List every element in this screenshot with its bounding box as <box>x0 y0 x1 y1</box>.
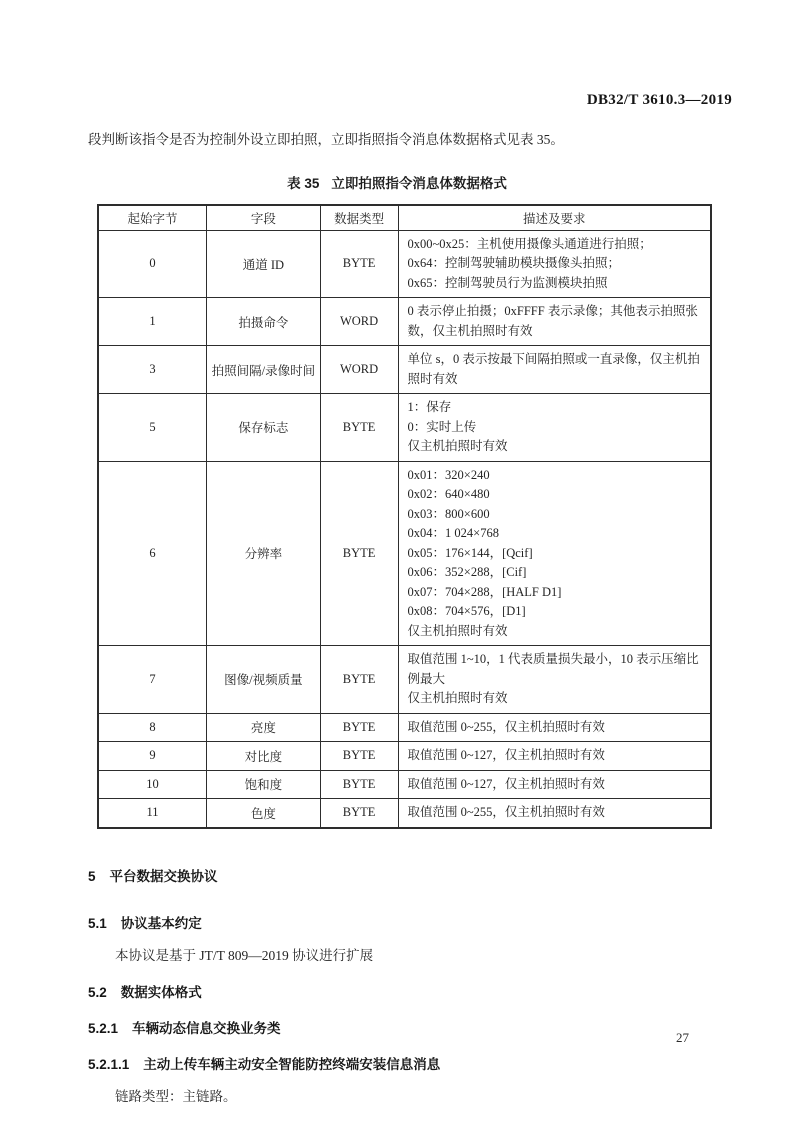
column-header-start-byte: 起始字节 <box>98 205 207 230</box>
section-heading-5-2 <box>88 981 712 1001</box>
section-number: 5.2 <box>88 984 107 1000</box>
column-header-description: 描述及要求 <box>398 205 711 230</box>
description-line: 0：实时上传 <box>407 419 477 434</box>
description-line: 取值范围 0~255，仅主机拍照时有效 <box>407 805 605 819</box>
cell-description <box>398 713 711 742</box>
page-number: 27 <box>676 1030 689 1045</box>
description-line: 0x64：控制驾驶辅助模块摄像头拍照； <box>407 256 621 270</box>
cell-field: 饱和度 <box>207 770 321 799</box>
cell-description <box>398 799 711 828</box>
table-caption <box>0 172 794 192</box>
description-line: 0x02：640×480 <box>407 487 490 501</box>
cell-field: 色度 <box>207 799 321 828</box>
table-caption-label: 表 35 <box>287 176 320 191</box>
document-number-header: DB32/T 3610.3—2019 <box>586 92 732 108</box>
column-header-field: 字段 <box>207 205 321 230</box>
cell-start-byte: 11 <box>98 799 207 828</box>
description-line: 0x05：176×144，[Qcif] <box>407 545 533 560</box>
cell-data-type: BYTE <box>320 230 398 298</box>
section-5-2-1-1-body: 链路类型：主链路。 <box>115 1088 237 1104</box>
description-line: 0x00~0x25：主机使用摄像头通道进行拍照； <box>407 236 652 251</box>
section-number: 5 <box>88 868 96 884</box>
description-line: 0x06：352×288，[Cif] <box>407 565 527 579</box>
cell-description <box>398 770 711 799</box>
description-line: 单位 s，0 表示按最下间隔拍照或一直录像，仅主机拍照时有效 <box>407 352 700 386</box>
section-number: 5.2.1 <box>88 1020 119 1036</box>
cell-field: 图像/视频质量 <box>207 646 321 714</box>
cell-data-type: BYTE <box>320 799 398 828</box>
description-line: 0x07：704×288，[HALF D1] <box>407 584 562 599</box>
table-35 <box>97 204 712 829</box>
cell-start-byte: 10 <box>98 770 207 799</box>
table-row <box>98 298 711 346</box>
cell-field: 保存标志 <box>207 394 321 462</box>
sections-block <box>88 865 712 1106</box>
table-header-row <box>98 205 711 230</box>
cell-start-byte: 8 <box>98 713 207 742</box>
cell-description <box>398 346 711 394</box>
cell-start-byte: 0 <box>98 230 207 298</box>
description-line: 取值范围 1~10，1 代表质量损失最小，10 表示压缩比例最大 <box>407 652 699 686</box>
section-number: 5.2.1.1 <box>88 1056 130 1072</box>
section-title: 数据实体格式 <box>120 984 202 1000</box>
description-line: 1：保存 <box>407 400 452 414</box>
table-row <box>98 713 711 742</box>
description-line: 0x65：控制驾驶员行为监测模块拍照 <box>407 275 608 290</box>
intro-paragraph: 段判断该指令是否为控制外设立即拍照，立即指照指令消息体数据格式见表 35。 <box>88 132 564 147</box>
section-heading-5-2-1-1 <box>88 1053 712 1073</box>
cell-description <box>398 461 711 646</box>
description-line: 取值范围 0~127，仅主机拍照时有效 <box>407 748 605 762</box>
cell-description <box>398 742 711 771</box>
section-title: 车辆动态信息交换业务类 <box>132 1020 281 1036</box>
section-title: 平台数据交换协议 <box>109 868 218 884</box>
table-row <box>98 646 711 714</box>
description-line: 仅主机拍照时有效 <box>407 439 508 453</box>
table-row <box>98 461 711 646</box>
cell-data-type: BYTE <box>320 713 398 742</box>
description-line: 取值范围 0~255，仅主机拍照时有效 <box>407 719 605 734</box>
section-heading-5-1 <box>88 912 712 932</box>
cell-start-byte: 5 <box>98 394 207 462</box>
table-caption-title: 立即拍照指令消息体数据格式 <box>331 176 507 191</box>
cell-description <box>398 298 711 346</box>
table-row <box>98 770 711 799</box>
cell-start-byte: 1 <box>98 298 207 346</box>
cell-field: 拍摄命令 <box>207 298 321 346</box>
description-line: 仅主机拍照时有效 <box>407 623 508 638</box>
cell-description <box>398 646 711 714</box>
table-row <box>98 394 711 462</box>
cell-field: 亮度 <box>207 713 321 742</box>
cell-data-type: BYTE <box>320 646 398 714</box>
cell-description <box>398 394 711 462</box>
section-heading-5 <box>88 865 712 885</box>
description-line: 0x01：320×240 <box>407 467 490 482</box>
cell-start-byte: 9 <box>98 742 207 771</box>
table-row <box>98 346 711 394</box>
cell-data-type: BYTE <box>320 742 398 771</box>
description-line: 0 表示停止拍摄；0xFFFF 表示录像；其他表示拍照张数，仅主机拍照时有效 <box>407 304 698 338</box>
cell-data-type: BYTE <box>320 394 398 462</box>
column-header-data-type: 数据类型 <box>320 205 398 230</box>
section-5-1-body: 本协议是基于 JT/T 809—2019 协议进行扩展 <box>115 947 374 963</box>
description-line: 取值范围 0~127，仅主机拍照时有效 <box>407 776 605 791</box>
cell-data-type: WORD <box>320 346 398 394</box>
table-row <box>98 742 711 771</box>
cell-field: 分辨率 <box>207 461 321 646</box>
table-row <box>98 799 711 828</box>
description-line: 0x03：800×600 <box>407 506 490 521</box>
cell-data-type: BYTE <box>320 770 398 799</box>
cell-start-byte: 6 <box>98 461 207 646</box>
section-title: 主动上传车辆主动安全智能防控终端安装信息消息 <box>143 1056 441 1072</box>
description-line: 0x04：1 024×768 <box>407 526 499 540</box>
section-heading-5-2-1 <box>88 1017 712 1037</box>
cell-field: 通道 ID <box>207 230 321 298</box>
cell-start-byte: 7 <box>98 646 207 714</box>
cell-description <box>398 230 711 298</box>
cell-data-type: BYTE <box>320 461 398 646</box>
table-row <box>98 230 711 298</box>
section-number: 5.1 <box>88 915 107 931</box>
cell-data-type: WORD <box>320 298 398 346</box>
cell-field: 对比度 <box>207 742 321 771</box>
description-line: 仅主机拍照时有效 <box>407 691 508 705</box>
cell-start-byte: 3 <box>98 346 207 394</box>
cell-field: 拍照间隔/录像时间 <box>207 346 321 394</box>
section-title: 协议基本约定 <box>120 915 202 931</box>
description-line: 0x08：704×576，[D1] <box>407 604 526 618</box>
